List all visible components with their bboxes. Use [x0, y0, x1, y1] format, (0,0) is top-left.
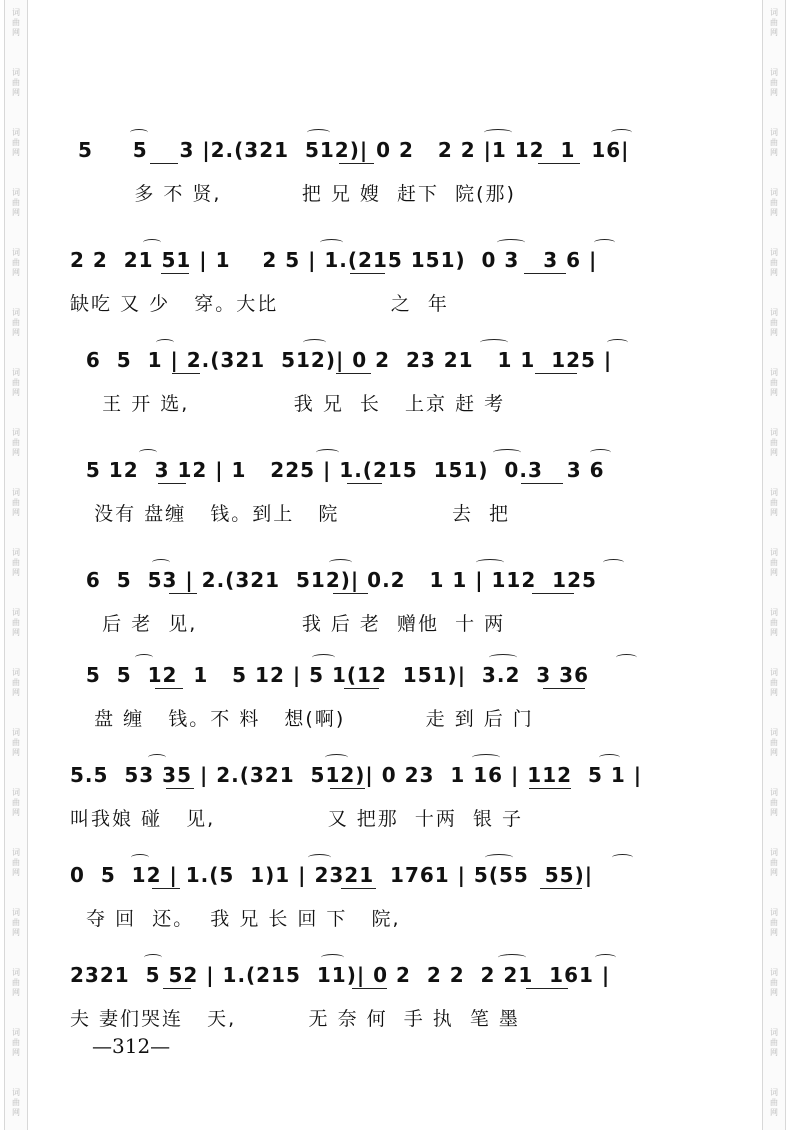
- watermark-text: 词 曲 网: [12, 788, 20, 817]
- notation-line: 5 5 3 |2.(321 512)| 0 2 2 2 |1 12 1 16|: [70, 138, 630, 162]
- rhythm-underline: [166, 788, 194, 789]
- score-system: [0, 565, 786, 665]
- lyrics-line: 多 不 贤, 把 兄 嫂 赶下 院(那): [70, 183, 516, 205]
- rhythm-underline: [169, 593, 197, 594]
- watermark-text: 词 曲 网: [770, 488, 778, 517]
- watermark-text: 词 曲 网: [770, 128, 778, 157]
- slur-mark: [308, 854, 331, 861]
- watermark-text: 词 曲 网: [770, 848, 778, 877]
- watermark-text: 词 曲 网: [770, 368, 778, 397]
- slur-mark: [497, 239, 525, 246]
- watermark-text: 词 曲 网: [770, 248, 778, 277]
- watermark-text: 词 曲 网: [770, 908, 778, 937]
- slur-mark: [307, 129, 330, 136]
- slur-mark: [135, 654, 153, 661]
- slur-mark: [611, 129, 632, 136]
- watermark-text: 词 曲 网: [770, 428, 778, 457]
- watermark-text: 词 曲 网: [12, 128, 20, 157]
- rhythm-underline: [333, 593, 368, 594]
- lyrics-line: 没有 盘缠 钱。到上 院 去 把: [70, 503, 511, 525]
- watermark-text: 词 曲 网: [12, 368, 20, 397]
- notation-line: 2321 5 52 | 1.(215 11)| 0 2 2 2 2 21 161 |: [70, 963, 611, 987]
- watermark-text: 词 曲 网: [12, 1088, 20, 1117]
- rhythm-underline: [350, 273, 385, 274]
- rhythm-underline: [344, 688, 379, 689]
- watermark-text: 词 曲 网: [12, 548, 20, 577]
- rhythm-underline: [150, 163, 178, 164]
- lyrics-line: 叫我娘 碰 见, 又 把那 十两 银 子: [70, 808, 523, 830]
- lyrics-line: 盘 缠 钱。不 料 想(啊) 走 到 后 门: [70, 708, 534, 730]
- slur-mark: [612, 854, 633, 861]
- notation-line: 5.5 53 35 | 2.(321 512)| 0 23 1 16 | 112 5 1 |: [70, 763, 643, 787]
- rhythm-underline: [540, 888, 582, 889]
- rhythm-underline: [161, 273, 189, 274]
- lyrics-line: 夺 回 还。 我 兄 长 回 下 院,: [70, 908, 401, 930]
- rhythm-underline: [352, 988, 387, 989]
- slur-mark: [329, 559, 352, 566]
- watermark-text: 词 曲 网: [12, 968, 20, 997]
- watermark-text: 词 曲 网: [770, 968, 778, 997]
- watermark-text: 词 曲 网: [12, 8, 20, 37]
- rhythm-underline: [152, 888, 180, 889]
- slur-mark: [148, 754, 166, 761]
- rhythm-underline: [336, 373, 371, 374]
- rhythm-underline: [524, 273, 566, 274]
- watermark-text: 词 曲 网: [12, 848, 20, 877]
- score-system: [0, 660, 786, 760]
- rhythm-underline: [155, 688, 183, 689]
- rhythm-underline: [535, 373, 577, 374]
- lyrics-line: 王 开 选, 我 兄 长 上京 赶 考: [70, 393, 506, 415]
- watermark-text: 词 曲 网: [12, 188, 20, 217]
- slur-mark: [485, 854, 513, 861]
- rhythm-underline: [532, 593, 574, 594]
- watermark-text: 词 曲 网: [12, 608, 20, 637]
- slur-mark: [316, 449, 339, 456]
- score-system: [0, 455, 786, 555]
- rhythm-underline: [341, 888, 376, 889]
- slur-mark: [480, 339, 508, 346]
- watermark-text: 词 曲 网: [12, 248, 20, 277]
- notation-line: 5 5 12 1 5 12 | 5 1(12 151)| 3.2 3 36: [70, 663, 589, 687]
- notation-line: 2 2 21 51 | 1 2 5 | 1.(215 151) 0 3 3 6 |: [70, 248, 598, 272]
- slur-mark: [476, 559, 504, 566]
- slur-mark: [484, 129, 512, 136]
- rhythm-underline: [347, 483, 382, 484]
- score-system: [0, 860, 786, 960]
- watermark-text: 词 曲 网: [770, 788, 778, 817]
- slur-mark: [493, 449, 521, 456]
- rhythm-underline: [521, 483, 563, 484]
- score-system: [0, 345, 786, 445]
- rhythm-underline: [526, 988, 568, 989]
- watermark-text: 词 曲 网: [770, 728, 778, 757]
- page-number: —312—: [92, 1034, 171, 1058]
- lyrics-line: 缺吃 又 少 穿。大比 之 年: [70, 293, 449, 315]
- slur-mark: [595, 954, 616, 961]
- slur-mark: [607, 339, 628, 346]
- slur-mark: [594, 239, 615, 246]
- slur-mark: [139, 449, 157, 456]
- slur-mark: [312, 654, 335, 661]
- watermark-text: 词 曲 网: [770, 1088, 778, 1117]
- watermark-text: 词 曲 网: [12, 728, 20, 757]
- slur-mark: [143, 239, 161, 246]
- watermark-text: 词 曲 网: [12, 908, 20, 937]
- rhythm-underline: [172, 373, 200, 374]
- watermark-text: 词 曲 网: [770, 188, 778, 217]
- slur-mark: [590, 449, 611, 456]
- slur-mark: [156, 339, 174, 346]
- watermark-text: 词 曲 网: [770, 668, 778, 697]
- watermark-text: 词 曲 网: [12, 308, 20, 337]
- rhythm-underline: [529, 788, 571, 789]
- slur-mark: [320, 239, 343, 246]
- slur-mark: [152, 559, 170, 566]
- rhythm-underline: [339, 163, 374, 164]
- slur-mark: [321, 954, 344, 961]
- score-system: [0, 135, 786, 235]
- notation-line: 5 12 3 12 | 1 225 | 1.(215 151) 0.3 3 6: [70, 458, 605, 482]
- watermark-text: 词 曲 网: [770, 608, 778, 637]
- slur-mark: [131, 854, 149, 861]
- slur-mark: [599, 754, 620, 761]
- slur-mark: [498, 954, 526, 961]
- lyrics-line: 后 老 见, 我 后 老 赠他 十 两: [70, 613, 506, 635]
- rhythm-underline: [158, 483, 186, 484]
- lyrics-line: 夫 妻们哭连 天, 无 奈 何 手 执 笔 墨: [70, 1008, 520, 1030]
- score-system: [0, 760, 786, 860]
- slur-mark: [130, 129, 148, 136]
- rhythm-underline: [543, 688, 585, 689]
- rhythm-underline: [330, 788, 365, 789]
- notation-line: 6 5 53 | 2.(321 512)| 0.2 1 1 | 112 125: [70, 568, 597, 592]
- slur-mark: [603, 559, 624, 566]
- watermark-text: 词 曲 网: [770, 308, 778, 337]
- watermark-text: 词 曲 网: [12, 68, 20, 97]
- slur-mark: [472, 754, 500, 761]
- watermark-text: 词 曲 网: [770, 8, 778, 37]
- rhythm-underline: [163, 988, 191, 989]
- slur-mark: [489, 654, 517, 661]
- score-system: [0, 245, 786, 345]
- watermark-text: 词 曲 网: [770, 1028, 778, 1057]
- slur-mark: [325, 754, 348, 761]
- rhythm-underline: [538, 163, 580, 164]
- slur-mark: [616, 654, 637, 661]
- watermark-text: 词 曲 网: [770, 68, 778, 97]
- watermark-text: 词 曲 网: [12, 668, 20, 697]
- notation-line: 0 5 12 | 1.(5 1)1 | 2321 1761 | 5(55 55)|: [70, 863, 594, 887]
- watermark-text: 词 曲 网: [770, 548, 778, 577]
- watermark-text: 词 曲 网: [12, 488, 20, 517]
- notation-line: 6 5 1 | 2.(321 512)| 0 2 23 21 1 1 125 |: [70, 348, 613, 372]
- watermark-text: 词 曲 网: [12, 1028, 20, 1057]
- watermark-text: 词 曲 网: [12, 428, 20, 457]
- slur-mark: [303, 339, 326, 346]
- slur-mark: [144, 954, 162, 961]
